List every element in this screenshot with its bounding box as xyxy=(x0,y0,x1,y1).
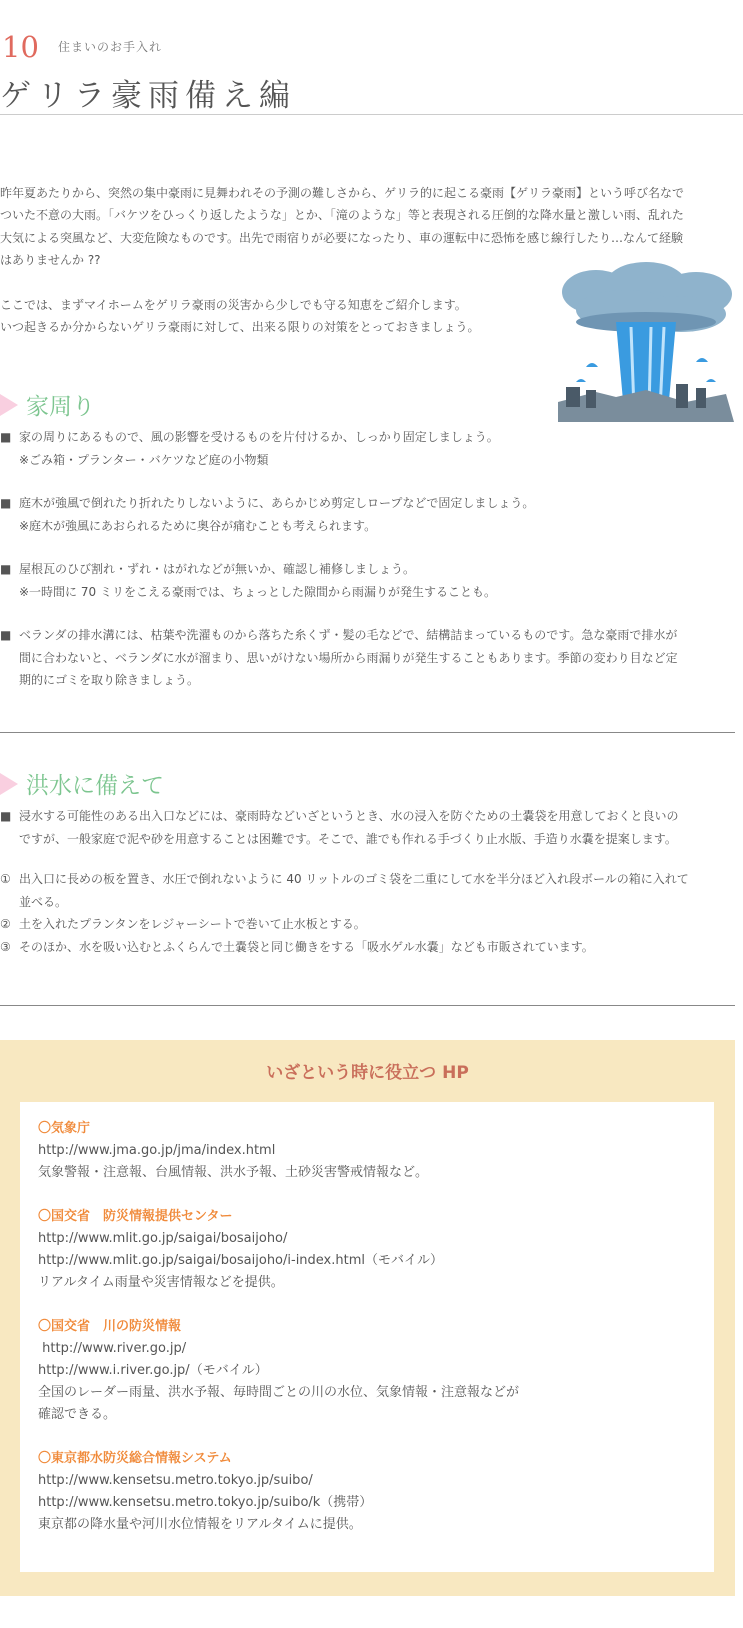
link-description: 確認できる。 xyxy=(38,1407,117,1422)
link-url[interactable]: http://www.mlit.go.jp/saigai/bosaijoho/i-index.html（モバイル） xyxy=(38,1253,443,1268)
link-entry-name: 〇東京都水防災総合情報システム xyxy=(38,1451,232,1466)
intro-line: 大気による突風など、大変危険なものです。出先で雨宿りが必要になったり、車の運転中に恐怖を感じ線行したり…なんて経験 xyxy=(0,231,684,245)
link-url[interactable]: http://www.i.river.go.jp/（モバイル） xyxy=(38,1363,268,1378)
step-item: ② 土を入れたプランタンをレジャーシートで巻いて止水板とする。 xyxy=(0,917,366,931)
link-url[interactable]: http://www.kensetsu.metro.tokyo.jp/suibo/k（携帯） xyxy=(38,1495,373,1510)
link-entry-name: 〇国交省 川の防災情報 xyxy=(38,1319,182,1334)
links-box-inner xyxy=(20,1102,714,1572)
divider xyxy=(0,1005,735,1006)
link-url[interactable]: http://www.jma.go.jp/jma/index.html xyxy=(38,1143,276,1158)
link-url[interactable]: http://www.mlit.go.jp/saigai/bosaijoho/ xyxy=(38,1231,288,1246)
list-item: ■ 庭木が強風で倒れたり折れたりしないように、あらかじめ剪定しロープなどで固定しましょう。 ※庭木が強風にあおられるために奥谷が痛むことも考えられます。 xyxy=(0,496,535,533)
section-heading-flood: 洪水に備えて xyxy=(0,767,164,800)
link-description: 全国のレーダー雨量、洪水予報、毎時間ごとの川の水位、気象情報・注意報などが xyxy=(38,1385,520,1400)
link-entry xyxy=(38,1118,428,1184)
divider xyxy=(0,732,735,733)
link-entry xyxy=(38,1448,372,1536)
link-entry-name: 〇国交省 防災情報提供センター xyxy=(38,1209,233,1224)
chapter-number: 10 xyxy=(2,30,39,64)
page-title: ゲリラ豪雨備え編 xyxy=(0,78,296,114)
link-description: 東京都の降水量や河川水位情報をリアルタイムに提供。 xyxy=(38,1517,362,1532)
useful-links-box xyxy=(0,1040,735,1596)
intro-line: ここでは、まずマイホームをゲリラ豪雨の災害から少しでも守る知恵をご紹介します。 xyxy=(0,298,467,312)
step-item: ① 出入口に長めの板を置き、水圧で倒れないように 40 リットルのゴミ袋を二重にして水を半分ほど入れ段ボールの箱に入れて 並べる。 xyxy=(0,872,689,909)
chapter-subtitle: 住まいのお手入れ xyxy=(58,40,163,54)
step-item: ③ そのほか、水を吸い込むとふくらんで土嚢袋と同じ働きをする「吸水ゲル水嚢」なども市販されています。 xyxy=(0,940,594,954)
intro-line: いつ起きるか分からないゲリラ豪雨に対して、出来る限りの対策をとっておきましょう。 xyxy=(0,320,480,334)
list-item: ■ ベランダの排水溝には、枯葉や洗濯ものから落ちた糸くず・髪の毛などで、結構詰まっているものです。急な豪雨で排水が 間に合わないと、ベランダに水が溜まり、思いがけない場所から雨漏りが発生することもあります。季節の変わり目など定 期的にゴミを取り除きましょう。 xyxy=(0,628,678,687)
guerrilla-rain-illustration xyxy=(556,262,736,442)
list-item: ■ 屋根瓦のひび割れ・ずれ・はがれなどが無いか、確認し補修しましょう。 ※一時間に 70 ミリをこえる豪雨では、ちょっとした隙間から雨漏りが発生することも。 xyxy=(0,562,496,599)
list-item: ■ 浸水する可能性のある出入口などには、豪雨時などいざというとき、水の浸入を防ぐための土嚢袋を用意しておくと良いの ですが、一般家庭で泥や砂を用意することは困難です。そこで、誰でも作れる手づくり止水版、手造り水嚢を提案します。 xyxy=(0,809,679,846)
link-url[interactable]: http://www.kensetsu.metro.tokyo.jp/suibo/ xyxy=(38,1473,313,1488)
link-entry xyxy=(38,1316,519,1426)
link-entry-name: 〇気象庁 xyxy=(38,1121,91,1136)
list-item: ■ 家の周りにあるもので、風の影響を受けるものを片付けるか、しっかり固定しましょう。 ※ごみ箱・プランター・バケツなど庭の小物類 xyxy=(0,430,499,467)
links-box-title: いざという時に役立つ HP xyxy=(266,1063,469,1083)
link-description: 気象警報・注意報、台風情報、洪水予報、土砂災害警戒情報など。 xyxy=(38,1165,429,1180)
intro-line: はありませんか ?? xyxy=(0,253,101,267)
intro-line: ついた不意の大雨。「バケツをひっくり返したような」とか、「滝のような」等と表現される圧倒的な降水量と激しい雨、乱れた xyxy=(0,208,684,222)
link-description: リアルタイム雨量や災害情報などを提供。 xyxy=(38,1275,284,1290)
intro-line: 昨年夏あたりから、突然の集中豪雨に見舞われその予測の難しさから、ゲリラ的に起こる豪雨【ゲリラ豪雨】という呼び名なで xyxy=(0,186,685,200)
page-header xyxy=(0,30,743,115)
triangle-bullet-icon xyxy=(0,394,18,416)
section-heading-house: 家周り xyxy=(0,388,95,421)
link-url[interactable]: http://www.river.go.jp/ xyxy=(38,1341,187,1356)
link-entry xyxy=(38,1206,443,1294)
triangle-bullet-icon xyxy=(0,773,18,795)
